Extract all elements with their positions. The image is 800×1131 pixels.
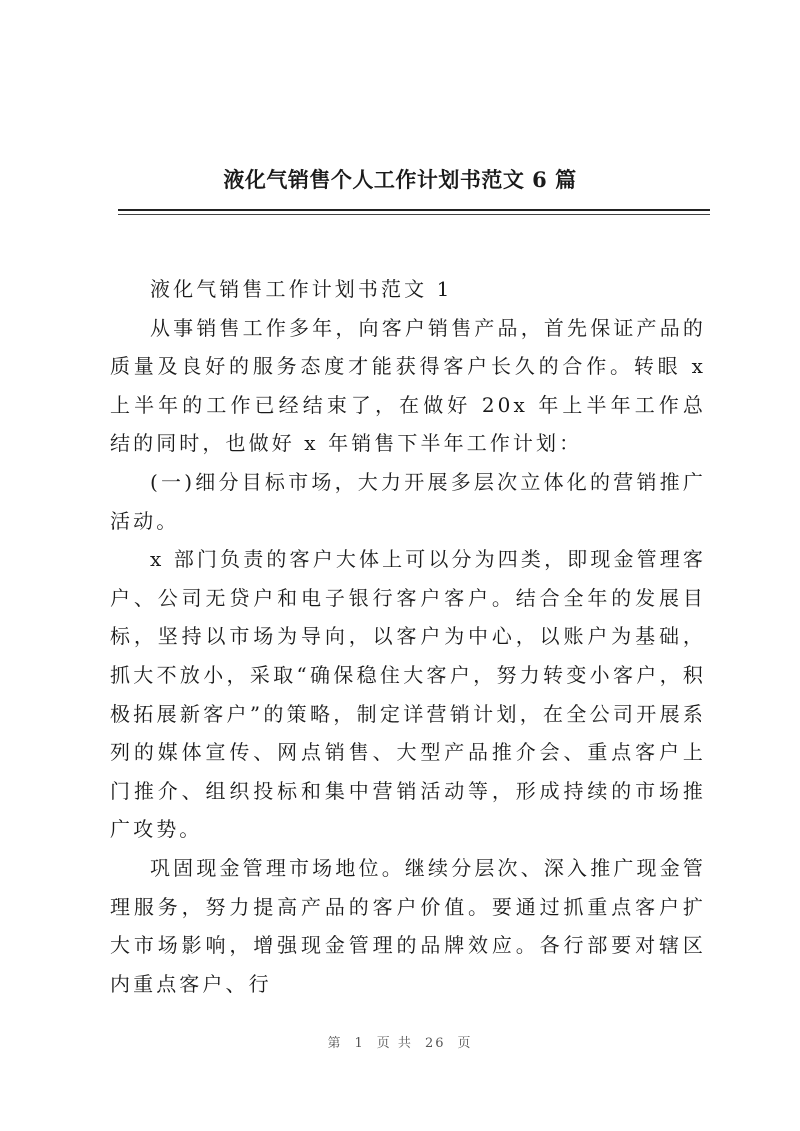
footer-of-label: 页 共	[376, 1036, 413, 1051]
body-paragraph: 巩固现金管理市场地位。继续分层次、深入推广现金管理服务，努力提高产品的客户价值。要通过抓重点客户扩大市场影响，增强现金管理的品牌效应。各行部要对辖区内重点客户、行	[110, 855, 706, 996]
page-footer	[0, 1032, 800, 1051]
body-paragraph: 从事销售工作多年，向客户销售产品，首先保证产品的质量及良好的服务态度才能获得客户长久的合作。转眼 x 上半年的工作已经结束了，在做好 20x 年上半年工作总结的同时，也做好 x 年销售下半年工作计划：	[110, 315, 706, 456]
footer-total-pages: 26	[424, 1036, 446, 1051]
section-heading: 液化气销售工作计划书范文 1	[150, 277, 453, 301]
title-divider-thin	[118, 214, 710, 215]
title-divider	[118, 209, 710, 211]
footer-page-label: 第	[327, 1036, 343, 1051]
subsection-heading: (一)细分目标市场，大力开展多层次立体化的营销推广活动。	[110, 469, 706, 533]
footer-pages-label: 页	[457, 1036, 473, 1051]
document-title: 液化气销售个人工作计划书范文 6 篇	[223, 167, 577, 192]
document-body	[110, 270, 706, 1003]
footer-current-page: 1	[354, 1036, 365, 1051]
body-paragraph: x 部门负责的客户大体上可以分为四类，即现金管理客户、公司无贷户和电子银行客户客户。结合全年的发展目标，坚持以市场为导向，以客户为中心，以账户为基础，抓大不放小，采取“确保稳住大客户，努力转变小客户，积极拓展新客户”的策略，制定详营销计划，在全公司开展系列的媒体宣传、网点销售、大型产品推介会、重点客户上门推介、组织投标和集中营销活动等，形成持续的市场推广攻势。	[110, 547, 706, 842]
